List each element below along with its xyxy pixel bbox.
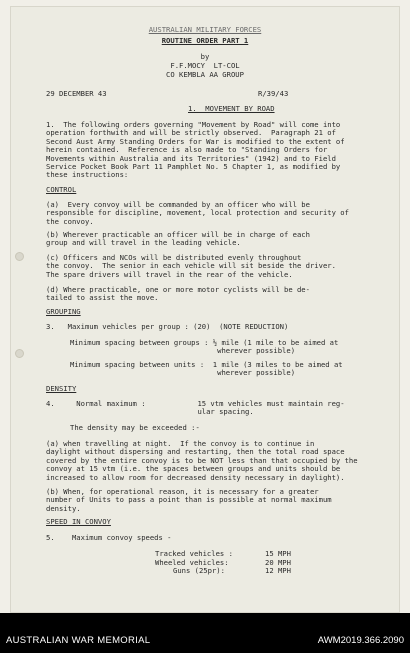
section-title: 1. MOVEMENT BY ROAD [188,104,275,113]
text-line: The spare drivers will travel in the rear of the vehicle. [46,269,293,279]
text-line: responsible for discipline, movement, local protection and security of [46,208,349,218]
speed-max: 5. Maximum convoy speeds - [46,533,172,542]
text-line: the convoy. [46,216,94,226]
text-line: these instructions: [46,170,129,180]
text-line: Minimum spacing between groups : ½ mile (1 mile to be aimed at [70,338,339,347]
text-line: (c) Officers and NCOs will be distributed evenly throughout [46,253,302,262]
text-line: 1. The following orders governing "Movement by Road" will come into [46,120,341,129]
text-line: daylight without dispersing and restarting, then the total road space [46,447,345,457]
text-line: Service Pocket Book Part 11 Pamphlet No. 5 Chapter 1, as modified by [46,162,341,172]
text-line: (b) When, for operational reason, it is necessary for a greater [46,487,319,496]
text-line: Minimum spacing between units : 1 mile (3 miles to be aimed at [70,360,343,369]
date: 29 DECEMBER 43 [46,89,107,98]
control-d [46,286,310,303]
control-heading: CONTROL [46,185,77,194]
footer-accession: AWM2019.366.2090 [317,635,404,646]
speed-value: 12 MPH [265,566,291,576]
speed-label: Tracked vehicles : [155,549,233,558]
density-heading: DENSITY [46,384,77,393]
speed-value: 15 MPH [265,549,291,558]
text-line: wherever possible) [70,368,296,378]
grouping-min-groups [70,339,338,356]
density-exceeded: The density may be exceeded :- [70,423,200,432]
text-line: (d) Where practicable, one or more motor cyclists will be de- [46,285,310,294]
control-b [46,231,310,248]
document-title: ROUTINE ORDER PART 1 [161,36,249,45]
speed-value: 20 MPH [265,557,291,567]
density-b [46,488,332,513]
text-line: Second Aust Army Standing Orders for War is modified to the extent of [46,136,345,146]
para-1 [46,121,345,180]
text-line: (a) Every convoy will be commanded by an officer who will be [46,200,310,209]
text-line: Movements within Australia and its Territories" (1942) and to Field [46,153,336,163]
grouping-min-units [70,361,343,378]
text-line: 4. Normal maximum : 15 vtm vehicles must maintain reg- [46,399,345,408]
text-line: wherever possible) [70,346,296,356]
density-normal [46,400,345,417]
text-line: group and will travel in the leading vehicle. [46,238,241,248]
header-top: AUSTRALIAN MILITARY FORCES [148,25,262,34]
text-line: increased to allow room for decreased density necessary in daylight). [46,472,345,482]
text-line: number of Units to pass a point than is possible at normal maximum [46,495,332,505]
grouping-max: 3. Maximum vehicles per group : (20) (NOTE REDUCTION) [46,322,289,331]
punch-hole [15,349,24,358]
speed-label: Wheeled vehicles: [155,557,229,567]
reference: R/39/43 [258,89,289,98]
text-line: operation forthwith and will be strictly observed. Paragraph 21 of [46,128,336,138]
text-line: herein contained. Reference is also made to "Standing Orders for [46,145,328,155]
by-line: by [200,52,210,61]
text-line: convoy at 15 vtm (i.e. the spaces between groups and units should be [46,464,341,474]
text-line: ular spacing. [46,407,254,417]
text-line: (a) when travelling at night. If the convoy is to continue in [46,439,315,448]
text-line: tailed to assist the move. [46,293,159,303]
grouping-heading: GROUPING [46,307,81,316]
footer-bar [0,613,410,653]
control-a [46,201,349,226]
text-line: covered by the entire convoy is to be NOT less than that occupied by the [46,455,358,465]
unit-name: CO KEMBLA AA GROUP [166,70,244,79]
text-line: (b) Wherever practicable an officer will be in charge of each [46,230,310,239]
density-a [46,440,358,482]
control-c [46,254,336,279]
author: F.F.MOCY LT-COL [170,61,240,70]
document-page [10,6,400,613]
footer-credit: AUSTRALIAN WAR MEMORIAL [6,635,151,646]
punch-hole [15,252,24,261]
speed-label: Guns (25pr): [173,566,225,576]
text-line: density. [46,503,81,513]
text-line: the convoy. The senior in each vehicle will sit beside the driver. [46,261,336,271]
speed-heading: SPEED IN CONVOY [46,517,111,526]
